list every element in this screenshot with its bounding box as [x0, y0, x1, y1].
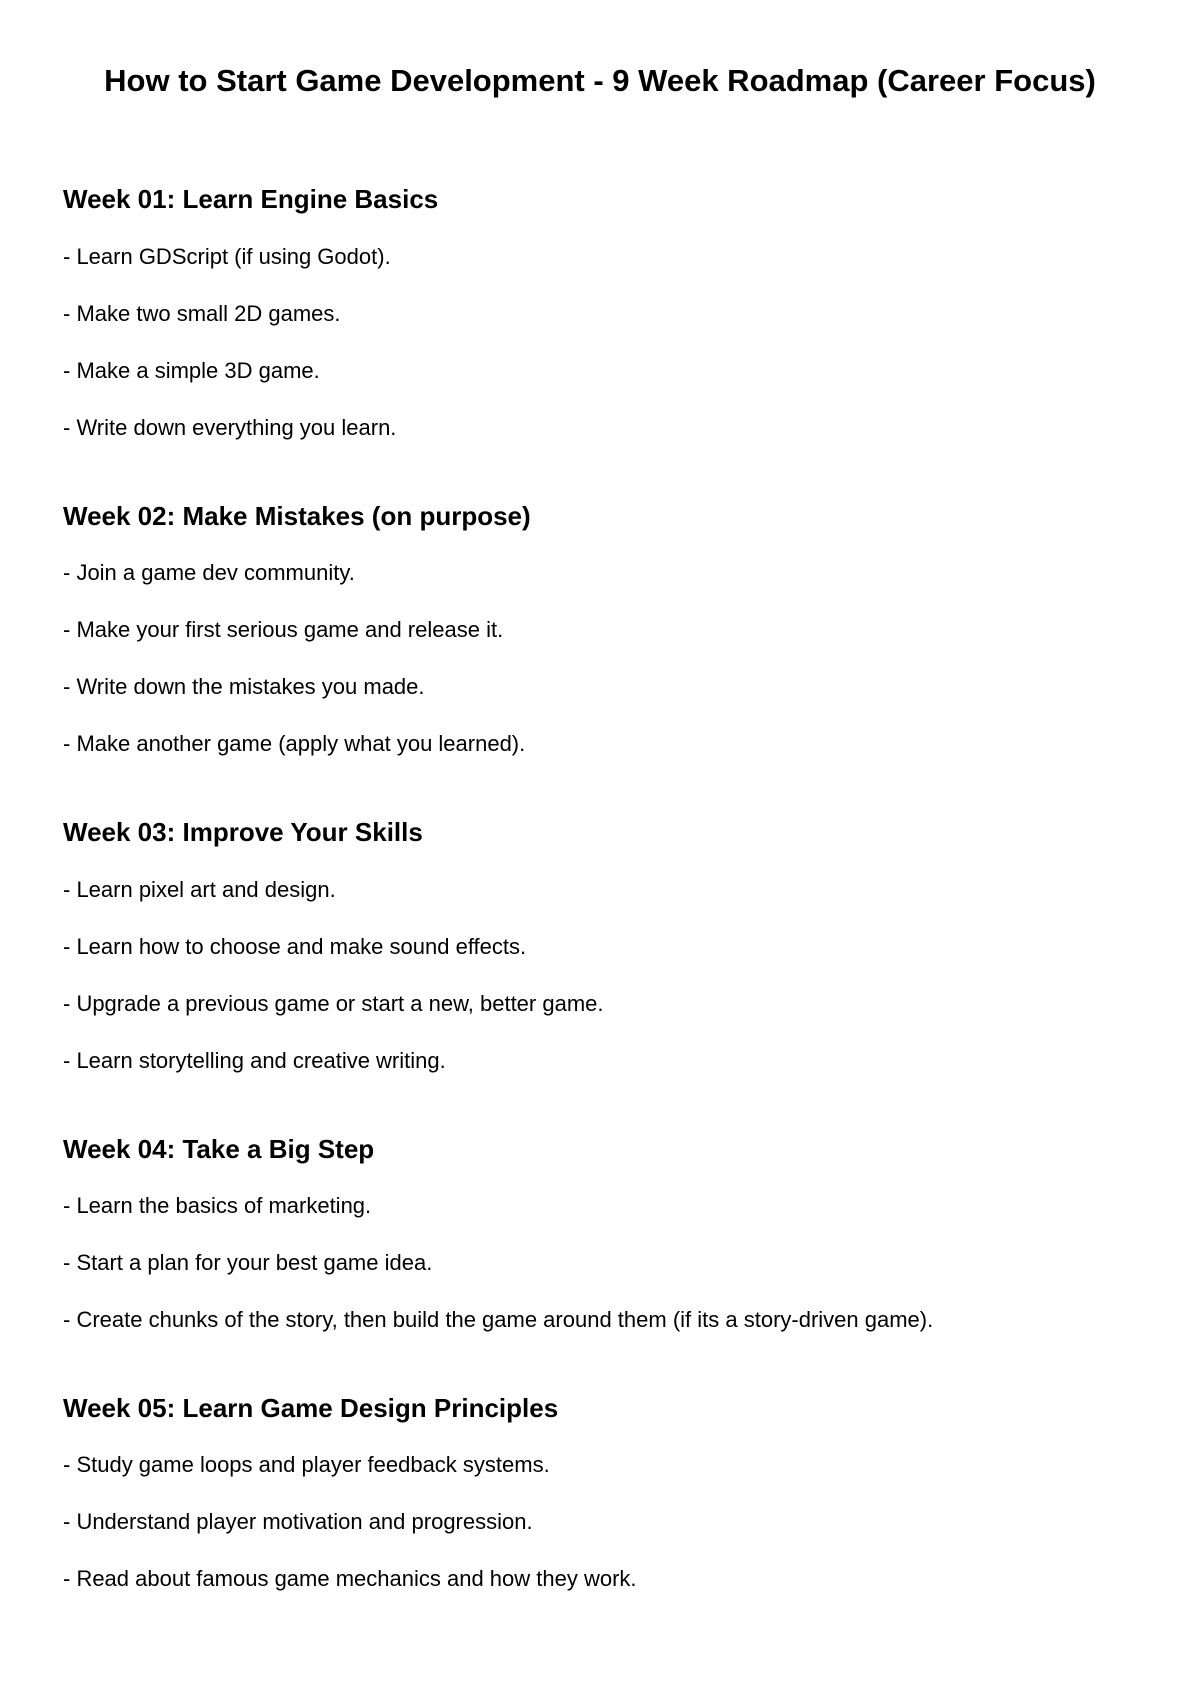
week-heading: Week 05: Learn Game Design Principles [63, 1393, 559, 1423]
page-title: How to Start Game Development - 9 Week Roadmap (Career Focus) [104, 63, 1096, 98]
week-heading: Week 02: Make Mistakes (on purpose) [63, 501, 531, 531]
list-item: - Make another game (apply what you learned). [63, 731, 526, 756]
list-item: - Create chunks of the story, then build the game around them (if its a story-driven game). [63, 1307, 934, 1332]
list-item: - Learn how to choose and make sound effects. [63, 934, 527, 959]
list-item: - Understand player motivation and progression. [63, 1509, 533, 1534]
list-item: - Learn storytelling and creative writing. [63, 1048, 446, 1073]
week-heading: Week 03: Improve Your Skills [63, 817, 423, 847]
list-item: - Upgrade a previous game or start a new, better game. [63, 991, 604, 1016]
list-item: - Learn pixel art and design. [63, 877, 336, 902]
list-item: - Learn the basics of marketing. [63, 1193, 372, 1218]
list-item: - Start a plan for your best game idea. [63, 1250, 433, 1275]
week-heading: Week 01: Learn Engine Basics [63, 184, 439, 214]
list-item: - Make your first serious game and release it. [63, 617, 504, 642]
list-item: - Learn GDScript (if using Godot). [63, 244, 391, 269]
list-item: - Make a simple 3D game. [63, 358, 320, 383]
list-item: - Make two small 2D games. [63, 301, 341, 326]
week-heading: Week 04: Take a Big Step [63, 1134, 375, 1164]
list-item: - Study game loops and player feedback systems. [63, 1452, 550, 1477]
list-item: - Read about famous game mechanics and how they work. [63, 1566, 637, 1591]
list-item: - Join a game dev community. [63, 560, 355, 585]
list-item: - Write down everything you learn. [63, 415, 397, 440]
list-item: - Write down the mistakes you made. [63, 674, 425, 699]
